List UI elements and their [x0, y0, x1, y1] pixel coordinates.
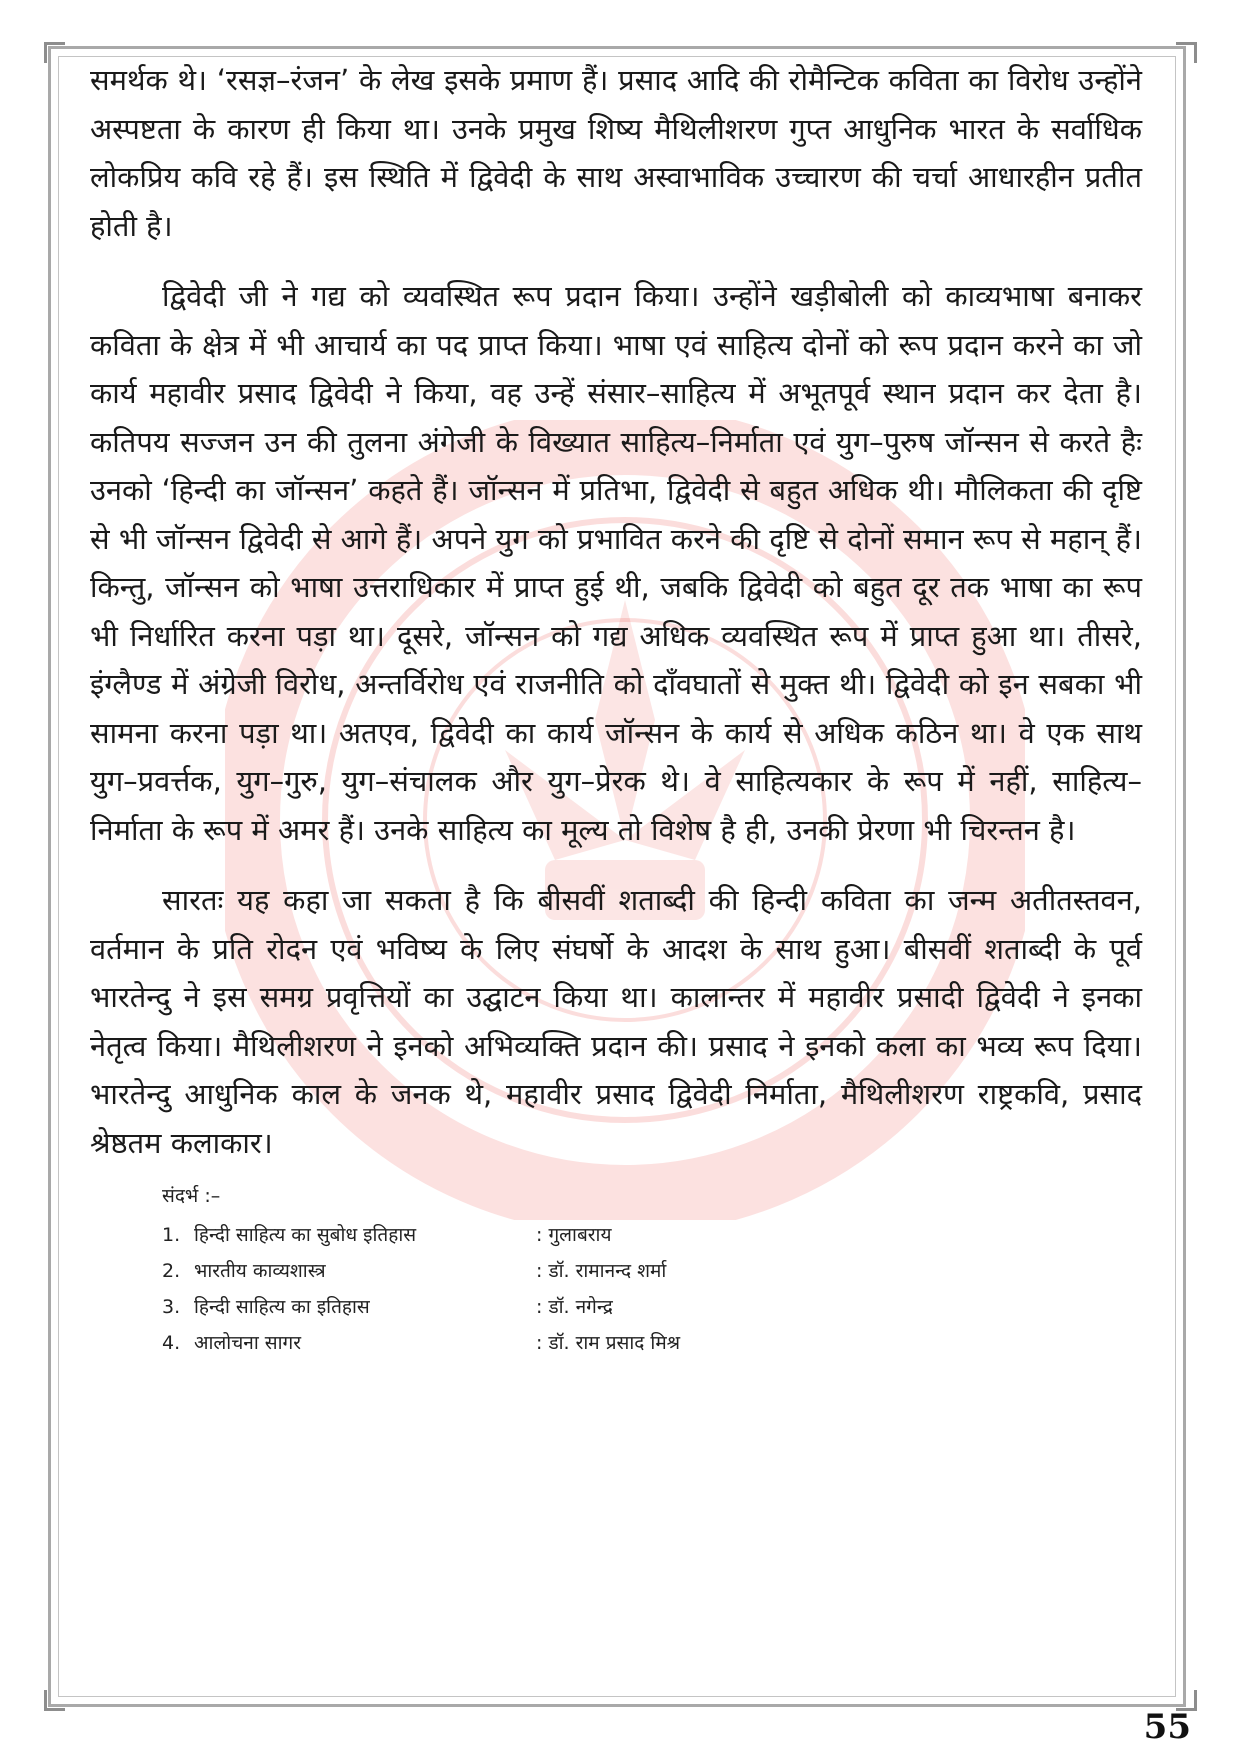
- reference-number: 2.: [162, 1260, 181, 1282]
- reference-author: : गुलाबराय: [536, 1224, 612, 1246]
- references-section: [162, 1179, 1142, 1361]
- reference-item: [162, 1325, 1142, 1361]
- references-title: संदर्भ :–: [162, 1185, 221, 1207]
- reference-item: [162, 1217, 1142, 1253]
- corner-ornament-bottom-left: [44, 1690, 65, 1711]
- corner-ornament-top-right: [1176, 42, 1197, 63]
- reference-number: 1.: [162, 1224, 181, 1246]
- reference-title: भारतीय काव्यशास्त्र: [194, 1260, 326, 1282]
- reference-title: हिन्दी साहित्य का इतिहास: [194, 1296, 370, 1318]
- page-content: [90, 56, 1142, 1361]
- reference-item: [162, 1253, 1142, 1289]
- corner-ornament-top-left: [44, 42, 65, 63]
- reference-item: [162, 1289, 1142, 1325]
- reference-title: आलोचना सागर: [194, 1332, 302, 1354]
- reference-number: 3.: [162, 1296, 181, 1318]
- reference-number: 4.: [162, 1332, 181, 1354]
- page-number: 55: [1143, 1707, 1191, 1747]
- reference-author: : डॉ. नगेन्द्र: [536, 1296, 613, 1318]
- paragraph-3: सारतः यह कहा जा सकता है कि बीसवीं शताब्दी की हिन्दी कविता का जन्म अतीतस्तवन, वर्तमान के प्रति रोदन एवं भविष्य के लिए संघर्षो के आदश के साथ हुआ। बीसवीं शताब्दी के पूर्व भारतेन्दु ने इस समग्र प्रवृत्तियों का उद्घाटन किया था। कालान्तर में महावीर प्रसादी द्विवेदी ने इनका नेतृत्व किया। मैथिलीशरण ने इनको अभिव्यक्ति प्रदान की। प्रसाद ने इनको कला का भव्य रूप दिया। भारतेन्दु आधुनिक काल के जनक थे, महावीर प्रसाद द्विवेदी निर्माता, मैथिलीशरण राष्ट्रकवि, प्रसाद श्रेष्ठतम कलाकार।: [90, 883, 1142, 1160]
- reference-author: : डॉ. रामानन्द शर्मा: [536, 1260, 667, 1282]
- paragraph-1: समर्थक थे। ‘रसज्ञ–रंजन’ के लेख इसके प्रमाण हैं। प्रसाद आदि की रोमैन्टिक कविता का विरोध उन्होंने अस्पष्टता के कारण ही किया था। उनके प्रमुख शिष्य मैथिलीशरण गुप्त आधुनिक भारत के सर्वाधिक लोकप्रिय कवि रहे हैं। इस स्थिति में द्विवेदी के साथ अस्वाभाविक उच्चारण की चर्चा आधारहीन प्रतीत होती है।: [90, 63, 1142, 243]
- reference-author: : डॉ. राम प्रसाद मिश्र: [536, 1332, 681, 1354]
- reference-title: हिन्दी साहित्य का सुबोध इतिहास: [194, 1224, 417, 1246]
- paragraph-2: द्विवेदी जी ने गद्य को व्यवस्थित रूप प्रदान किया। उन्होंने खड़ीबोली को काव्यभाषा बनाकर कविता के क्षेत्र में भी आचार्य का पद प्राप्त किया। भाषा एवं साहित्य दोनों को रूप प्रदान करने का जो कार्य महावीर प्रसाद द्विवेदी ने किया, वह उन्हें संसार–साहित्य में अभूतपूर्व स्थान प्रदान कर देता है। कतिपय सज्जन उन की तुलना अंगेजी के विख्यात साहित्य–निर्माता एवं युग–पुरुष जॉन्सन से करते हैः उनको ‘हिन्दी का जॉन्सन’ कहते हैं। जॉन्सन में प्रतिभा, द्विवेदी से बहुत अधिक थी। मौलिकता की दृष्टि से भी जॉन्सन द्विवेदी से आगे हैं। अपने युग को प्रभावित करने की दृष्टि से दोनों समान रूप से महान् हैं। किन्तु, जॉन्सन को भाषा उत्तराधिकार में प्राप्त हुई थी, जबकि द्विवेदी को बहुत दूर तक भाषा का रूप भी निर्धारित करना पड़ा था। दूसरे, जॉन्सन को गद्य अधिक व्यवस्थित रूप में प्राप्त हुआ था। तीसरे, इंग्लैण्ड में अंग्रेजी विरोध, अन्तर्विरोध एवं राजनीति को दाँवघातों से मुक्त थी। द्विवेदी को इन सबका भी सामना करना पड़ा था। अतएव, द्विवेदी का कार्य जॉन्सन के कार्य से अधिक कठिन था। वे एक साथ युग–प्रवर्त्तक, युग–गुरु, युग–संचालक और युग–प्रेरक थे। वे साहित्यकार के रूप में नहीं, साहित्य–निर्माता के रूप में अमर हैं। उनके साहित्य का मूल्य तो विशेष है ही, उनकी प्रेरणा भी चिरन्तन है।: [90, 279, 1142, 847]
